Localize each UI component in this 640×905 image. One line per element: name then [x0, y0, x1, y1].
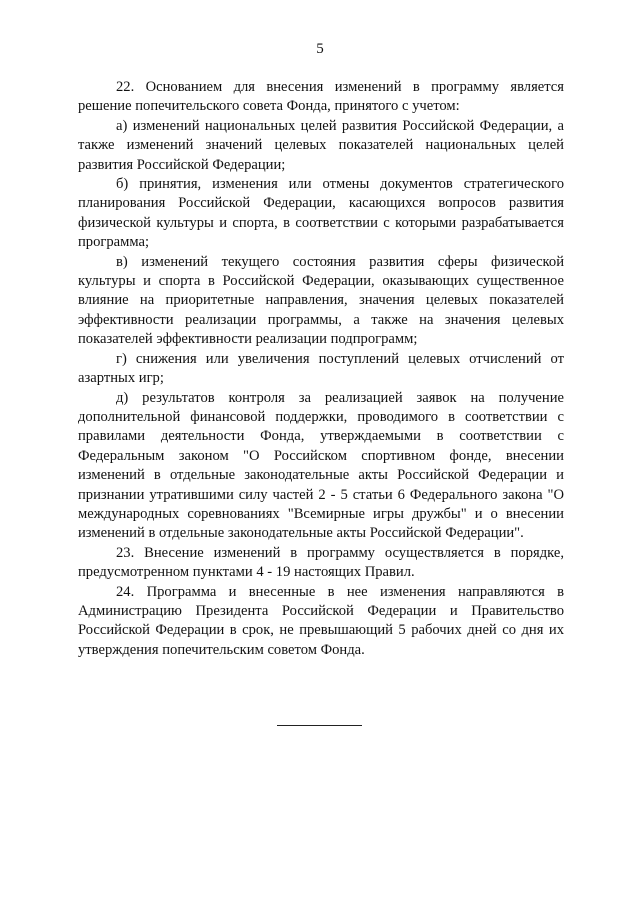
paragraph-label: а): [116, 117, 128, 134]
paragraph-text: принятия, изменения или отмены документов стратегического планирования Российской Федерации, касающихся вопросов развития физической культуры и спорта, в соответствии с которыми разрабатывается программа;: [78, 176, 564, 251]
paragraph-label: 23.: [116, 544, 135, 561]
paragraph-text: снижения или увеличения поступлений целевых отчислений от азартных игр;: [78, 350, 564, 387]
paragraph-23: [78, 544, 564, 583]
subparagraph-a: [78, 117, 564, 175]
subparagraph-g: [78, 350, 564, 389]
paragraph-22: [78, 78, 564, 117]
page-number: 5: [316, 41, 324, 57]
subparagraph-d: [78, 389, 564, 544]
paragraph-label: 24.: [116, 583, 135, 600]
paragraph-24: [78, 583, 564, 661]
paragraph-text: результатов контроля за реализацией заявок на получение дополнительной финансовой поддержки, проводимого в соответствии с правилами деятельности Фонда, утверждаемыми в соответствии с Федеральным законом "О Российском спортивном фонде, внесении изменений в отдельные законодательные акты Российской Федерации и признании утратившими силу частей 2 - 5 статьи 6 Федерального закона "О международных соревнованиях "Всемирные игры дружбы" и о внесении изменений в отдельные законодательные акты Российской Федерации".: [78, 389, 564, 542]
paragraph-text: Основанием для внесения изменений в программу является решение попечительского совета Фонда, принятого с учетом:: [78, 79, 564, 115]
paragraph-label: б): [116, 176, 129, 193]
paragraph-label: 22.: [116, 79, 135, 95]
paragraph-text: изменений национальных целей развития Российской Федерации, а также изменений значений целевых показателей национальных целей развития Российской Федерации;: [78, 117, 565, 173]
document-body: [78, 78, 564, 660]
paragraph-label: г): [116, 350, 127, 367]
paragraph-text: изменений текущего состояния развития сферы физической культуры и спорта в Российской Федерации, оказывающих существенное влияние на приоритетные направления, значения целевых показателей эффективности реализации программы, а также на значения целевых показателей эффективности реализации подпрограмм;: [78, 253, 565, 348]
paragraph-text: Внесение изменений в программу осуществляется в порядке, предусмотренном пунктами 4 - 19 настоящих Правил.: [78, 544, 564, 581]
end-divider: [277, 725, 362, 726]
paragraph-text: Программа и внесенные в нее изменения направляются в Администрацию Президента Российской Федерации и Правительство Российской Федерации в срок, не превышающий 5 рабочих дней со дня их утверждения попечительским советом Фонда.: [78, 583, 564, 658]
paragraph-label: в): [116, 253, 128, 270]
paragraph-label: д): [116, 389, 129, 406]
subparagraph-b: [78, 175, 564, 253]
subparagraph-v: [78, 253, 564, 350]
